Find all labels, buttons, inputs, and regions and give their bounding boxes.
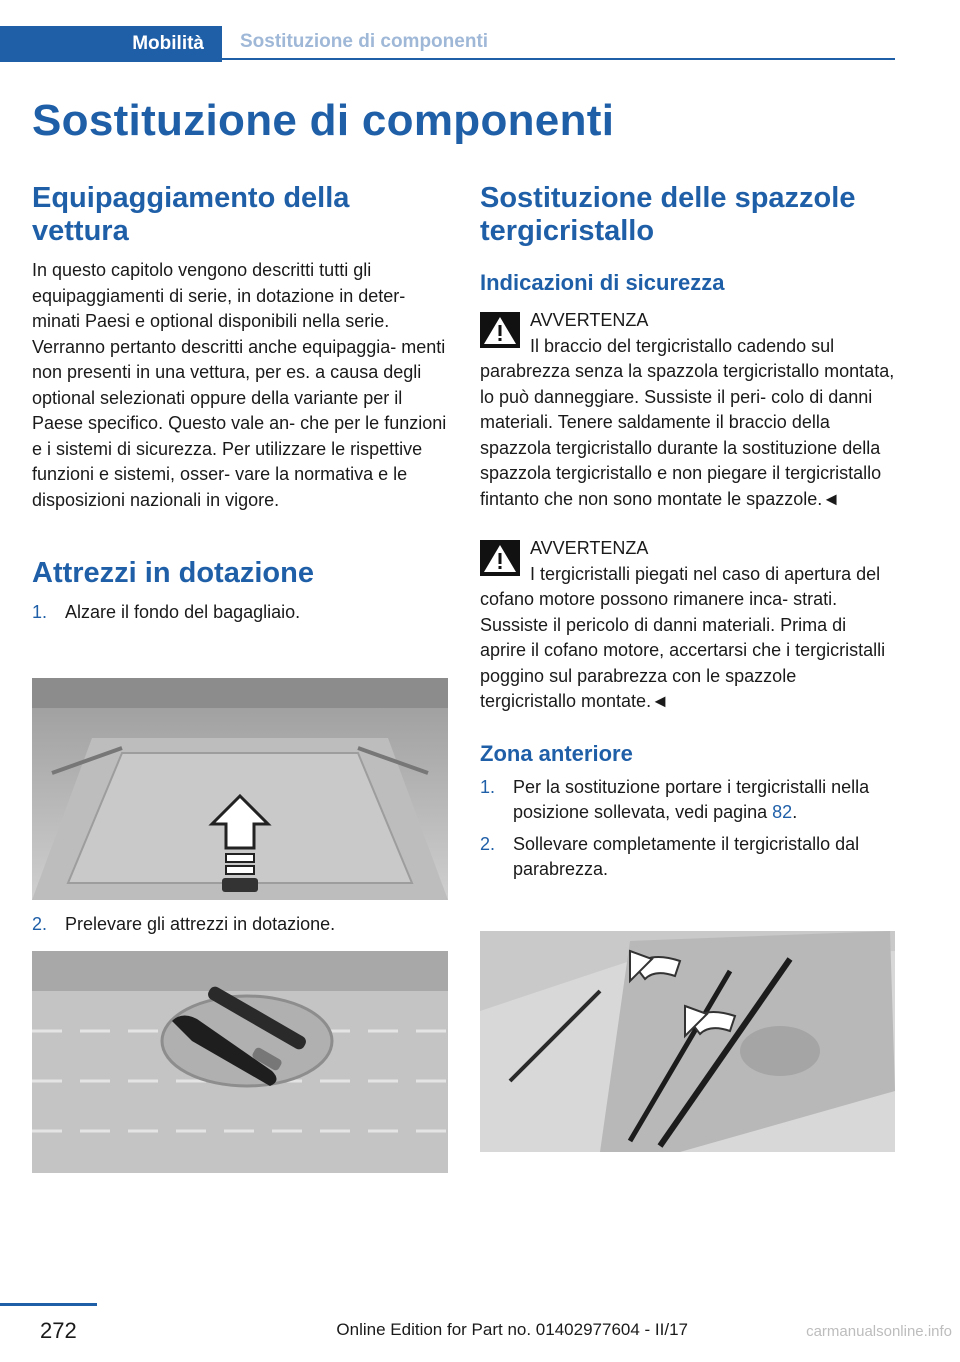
edition-label: Online Edition for Part no. 01402977604 - II/17 — [336, 1320, 688, 1339]
trunk-floor-image — [32, 678, 448, 900]
warning-block-2 — [480, 536, 896, 715]
step-text: Alzare il fondo del bagagliaio. — [65, 602, 301, 622]
front-steps — [480, 775, 896, 883]
equipment-text: In questo capitolo vengono descritti tutti gli equipaggiamenti di serie, in dotazione in deter- minati Paesi e optional disponibili nella serie. Verranno pertanto descritti anche equipaggia- menti non presenti in una vettura, per es. a causa degli optional selezionati oppure della variante per il Paese specifico. Questo vale an- che per le funzioni e i sistemi di sicurezza. Per utilizzare le rispettive funzioni e sistemi, osser- vare la normativa e le disposizioni nazionali in vigore. — [32, 260, 447, 510]
tools-steps-2 — [32, 912, 448, 938]
warning-text: Il braccio del tergicristallo cadendo sul parabrezza senza la spazzola tergicristallo montata, lo può danneggiare. Sussiste il peri- colo di danni materiali. Tenere saldamente il braccio della spazzola tergicristallo durante la sostituzione della spazzola tergicristallo e non piegare il tergicristallo fintanto che non sono montate le spazzole.◄ — [480, 335, 895, 509]
tools-steps-1 — [32, 600, 448, 626]
list-item — [480, 832, 896, 883]
step-number: 2. — [32, 914, 48, 934]
step-text: Per la sostituzione portare i tergicristalli nella posizione sollevata, vedi pagina 82. — [513, 776, 870, 822]
warning-block-1 — [480, 308, 896, 512]
watermark: carmanualsonline.info — [806, 1323, 952, 1340]
step-number: 1. — [32, 602, 48, 622]
step-text: Prelevare gli attrezzi in dotazione. — [65, 914, 336, 934]
step-number: 1. — [480, 776, 496, 797]
list-item — [32, 600, 448, 626]
footer-line — [0, 1303, 97, 1306]
page-link-82[interactable]: 82 — [772, 802, 793, 822]
step-number: 2. — [480, 833, 496, 854]
equipment-heading: Equipaggiamento della vettura — [32, 182, 350, 247]
tools-image — [32, 951, 448, 1173]
safety-heading: Indicazioni di sicurezza — [480, 270, 725, 295]
warning-triangle-icon — [480, 312, 520, 348]
section-tab[interactable]: Sostituzione di componenti — [222, 26, 895, 60]
chapter-tab[interactable]: Mobilità — [0, 26, 222, 62]
page-header — [0, 0, 960, 64]
wiper-heading: Sostituzione delle spazzole tergicristallo — [480, 182, 856, 247]
warning-label: AVVERTENZA — [530, 310, 649, 330]
page-number: 272 — [40, 1318, 77, 1343]
list-item — [32, 912, 448, 938]
step-text: Sollevare completamente il tergicristallo dal parabrezza. — [513, 833, 860, 879]
tools-heading: Attrezzi in dotazione — [32, 557, 314, 589]
page-title: Sostituzione di componenti — [32, 96, 615, 145]
list-item — [480, 775, 896, 826]
warning-label: AVVERTENZA — [530, 538, 649, 558]
wiper-image — [480, 931, 895, 1152]
right-column — [480, 182, 896, 883]
left-column — [32, 182, 448, 626]
warning-triangle-icon — [480, 540, 520, 576]
warning-text: I tergicristalli piegati nel caso di apertura del cofano motore possono rimanere inca- strati. Sussiste il pericolo di danni materiali. Prima di aprire il cofano motore, accertarsi che i tergicristalli poggino sul parabrezza con le spazzole tergicristallo montate.◄ — [480, 563, 886, 711]
front-zone-heading: Zona anteriore — [480, 740, 633, 766]
